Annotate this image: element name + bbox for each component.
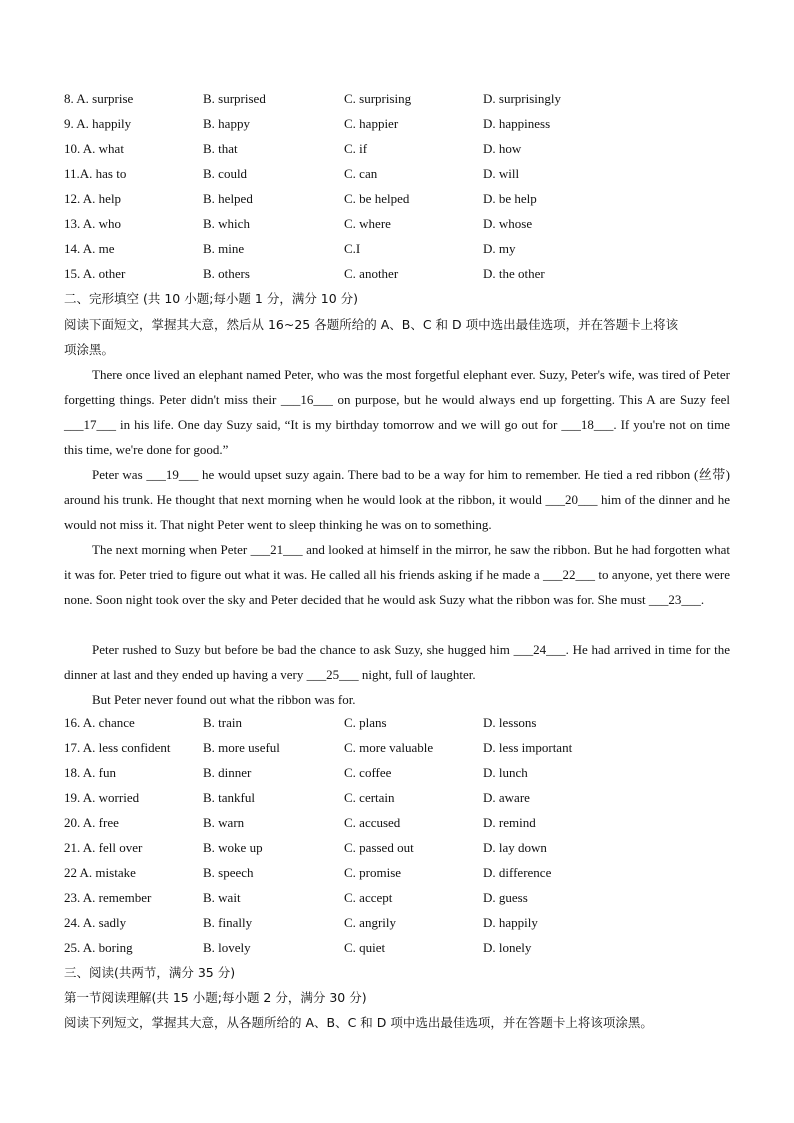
option-a: 23. A. remember xyxy=(64,890,152,905)
option-b: B. that xyxy=(203,141,238,156)
option-d: D. will xyxy=(483,166,520,181)
option-c: C. accused xyxy=(344,815,401,830)
option-b: B. tankful xyxy=(203,790,255,805)
option-d: D. aware xyxy=(483,790,530,805)
passage-paragraph-3: The next morning when Peter ___21___ and looked at himself in the mirror, he saw the ribbon. But he had forgotten what it was for. Peter tried to figure out what it was. He called all his friends asking if he made a ___22___ to anyone, yet there were none. Soon night took over the sky and Peter decided that he would ask Suzy what the ribbon was for. She must ___23___. xyxy=(64,542,730,607)
passage-paragraph-4: Peter rushed to Suzy but before be bad the chance to ask Suzy, she hugged him ___24___. He had arrived in time for the dinner at last and they ended up having a very ___25___ night, full of laughter. xyxy=(64,642,730,682)
option-d: D. happily xyxy=(483,915,538,930)
passage-paragraph-1: There once lived an elephant named Peter, who was the most forgetful elephant ever. Suzy, Peter's wife, was tired of Peter forgetting things. Peter didn't miss their ___16___ on purpose, but he would always end up forgetting. This A are Suzy feel ___17___ in his life. One day Suzy said, “It is my birthday tomorrow and we will go out for ___18___. If you're not on time this time, we're done for good.” xyxy=(64,367,730,457)
section3-instruction: 阅读下列短文，掌握其大意，从各题所给的 A、B、C 和 D 项中选出最佳选项，并在答题卡上将该项涂黑。 xyxy=(64,1015,653,1030)
option-d: D. difference xyxy=(483,865,552,880)
option-a: 9. A. happily xyxy=(64,116,132,131)
option-b: B. dinner xyxy=(203,765,252,780)
option-d: D. lessons xyxy=(483,715,537,730)
option-b: B. woke up xyxy=(203,840,263,855)
option-a: 14. A. me xyxy=(64,241,115,256)
option-a: 22 A. mistake xyxy=(64,865,136,880)
section2-instruction xyxy=(64,312,734,362)
instruction-line-1: 阅读下面短文，掌握其大意，然后从 16~25 各题所给的 A、B、C 和 D 项中选出最佳选项，并在答题卡上将该 xyxy=(64,317,679,332)
option-c: C. surprising xyxy=(344,91,412,106)
passage-paragraph-5: But Peter never found out what the ribbon was for. xyxy=(92,692,356,707)
option-a: 18. A. fun xyxy=(64,765,116,780)
section3-subheading: 第一节阅读理解(共 15 小题;每小题 2 分，满分 30 分) xyxy=(64,990,367,1005)
option-d: D. how xyxy=(483,141,522,156)
option-d: D. the other xyxy=(483,266,545,281)
option-d: D. guess xyxy=(483,890,528,905)
section2-heading: 二、完形填空 (共 10 小题;每小题 1 分，满分 10 分) xyxy=(64,291,359,306)
option-b: B. wait xyxy=(203,890,241,905)
option-d: D. less important xyxy=(483,740,573,755)
option-c: C. accept xyxy=(344,890,393,905)
option-d: D. lay down xyxy=(483,840,547,855)
option-c: C. quiet xyxy=(344,940,386,955)
option-d: D. lonely xyxy=(483,940,532,955)
option-b: B. warn xyxy=(203,815,245,830)
passage-paragraph-2: Peter was ___19___ he would upset suzy again. There bad to be a way for him to remember. He tied a red ribbon (丝带) around his trunk. He thought that next morning when he would look at the ribbon, it would ___20___ him of the dinner and he would not miss it. That night Peter went to sleep thinking he was on to something. xyxy=(64,467,730,532)
option-c: C. coffee xyxy=(344,765,392,780)
option-c: C. plans xyxy=(344,715,387,730)
option-b: B. lovely xyxy=(203,940,251,955)
option-c: C. if xyxy=(344,141,368,156)
option-b: B. surprised xyxy=(203,91,266,106)
option-c: C. angrily xyxy=(344,915,396,930)
option-b: B. train xyxy=(203,715,242,730)
option-d: D. lunch xyxy=(483,765,528,780)
option-a: 11.A. has to xyxy=(64,166,127,181)
option-a: 10. A. what xyxy=(64,141,124,156)
option-c: C.I xyxy=(344,241,361,256)
option-a: 17. A. less confident xyxy=(64,740,171,755)
option-a: 19. A. worried xyxy=(64,790,140,805)
option-c: C. passed out xyxy=(344,840,414,855)
option-d: D. happiness xyxy=(483,116,551,131)
option-c: C. certain xyxy=(344,790,395,805)
option-b: B. others xyxy=(203,266,250,281)
option-a: 20. A. free xyxy=(64,815,119,830)
option-a: 16. A. chance xyxy=(64,715,135,730)
option-c: C. be helped xyxy=(344,191,410,206)
option-c: C. where xyxy=(344,216,391,231)
option-d: D. surprisingly xyxy=(483,91,561,106)
option-d: D. whose xyxy=(483,216,533,231)
option-b: B. mine xyxy=(203,241,245,256)
option-b: B. happy xyxy=(203,116,250,131)
option-b: B. helped xyxy=(203,191,253,206)
option-b: B. more useful xyxy=(203,740,280,755)
option-c: C. another xyxy=(344,266,399,281)
option-c: C. happier xyxy=(344,116,399,131)
option-d: D. be help xyxy=(483,191,537,206)
option-d: D. my xyxy=(483,241,516,256)
option-c: C. promise xyxy=(344,865,402,880)
option-a: 24. A. sadly xyxy=(64,915,127,930)
option-a: 13. A. who xyxy=(64,216,122,231)
option-a: 12. A. help xyxy=(64,191,122,206)
option-d: D. remind xyxy=(483,815,536,830)
option-a: 25. A. boring xyxy=(64,940,133,955)
option-a: 15. A. other xyxy=(64,266,126,281)
option-c: C. can xyxy=(344,166,378,181)
option-c: C. more valuable xyxy=(344,740,434,755)
option-b: B. finally xyxy=(203,915,253,930)
option-b: B. could xyxy=(203,166,248,181)
option-a: 8. A. surprise xyxy=(64,91,134,106)
option-b: B. speech xyxy=(203,865,254,880)
option-b: B. which xyxy=(203,216,250,231)
instruction-line-2: 项涂黑。 xyxy=(64,342,115,357)
section3-heading: 三、阅读(共两节，满分 35 分) xyxy=(64,965,236,980)
option-a: 21. A. fell over xyxy=(64,840,143,855)
